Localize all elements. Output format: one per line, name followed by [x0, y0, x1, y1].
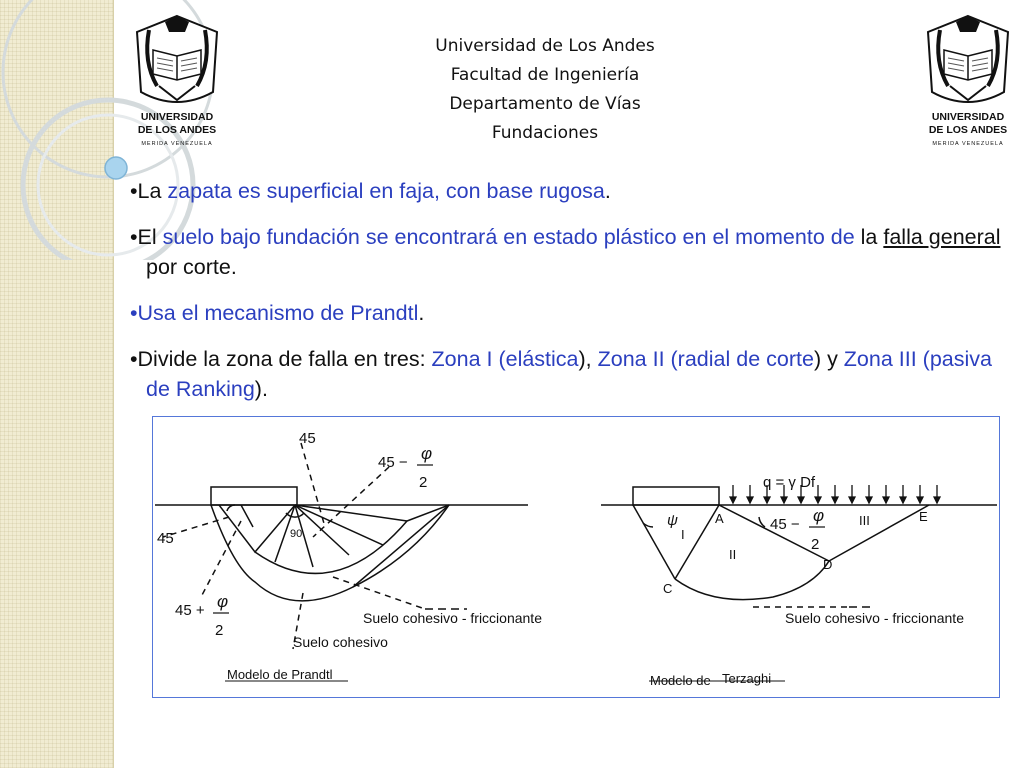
- prandtl-label-friccionante: Suelo cohesivo - friccionante: [363, 610, 542, 626]
- bullet-text-segment: suelo bajo fundación se encontrará en estado plástico en el momento de: [162, 225, 855, 249]
- terzaghi-surcharge-label: q = γ Df: [763, 474, 816, 491]
- bullet-text-segment: .: [418, 301, 425, 325]
- surcharge-arrowhead: [815, 497, 821, 503]
- terzaghi-footing: [633, 487, 719, 505]
- terzaghi-zone-I: I: [681, 527, 685, 542]
- bullet-text-segment: Zona II (radial de corte: [597, 347, 814, 371]
- surcharge-arrowhead: [883, 497, 889, 503]
- surcharge-arrowhead: [849, 497, 855, 503]
- prandtl-plus-label: 45 +: [175, 602, 205, 619]
- terzaghi-log-spiral: [675, 561, 829, 600]
- bullet-text-segment: •Divide la zona de falla en tres:: [130, 347, 432, 371]
- header-university: Universidad de Los Andes: [435, 36, 655, 56]
- bullet-text-segment: ).: [254, 377, 268, 401]
- logo-name-line1: UNIVERSIDAD: [140, 111, 214, 123]
- logo-name-line2: DE LOS ANDES: [928, 124, 1008, 136]
- bullet-item: [130, 176, 1016, 206]
- surcharge-arrowhead: [798, 497, 804, 503]
- surcharge-arrowhead: [866, 497, 872, 503]
- bullet-text-segment: ),: [578, 347, 598, 371]
- bullet-text-segment: Zona III (pasiva de Ranking: [146, 347, 992, 401]
- bullet-item: [130, 298, 1016, 328]
- prandtl-two-bottom: 2: [215, 622, 224, 639]
- surcharge-arrowhead: [900, 497, 906, 503]
- terzaghi-point-C: C: [663, 581, 673, 596]
- prandtl-log-spiral: [255, 521, 407, 573]
- terzaghi-point-E: E: [919, 509, 928, 524]
- university-logo-left: [129, 12, 225, 152]
- terzaghi-labels: [650, 474, 964, 688]
- bullet-text-segment: .: [604, 179, 611, 203]
- surcharge-arrowhead: [934, 497, 940, 503]
- bullet-text-segment: •La: [130, 179, 168, 203]
- bullet-text-segment: ) y: [813, 347, 844, 371]
- bullet-text-segment: zapata es superficial en faja, con base rugosa: [167, 179, 605, 203]
- logo-tagline: MERIDA VENEZUELA: [141, 141, 213, 147]
- prandtl-wedge: [219, 505, 295, 552]
- bullet-text-segment: por corte.: [146, 255, 237, 279]
- terzaghi-minus-label: 45 −: [770, 516, 800, 533]
- logo-name-line1: UNIVERSIDAD: [931, 111, 1005, 123]
- terzaghi-surcharge-arrows: [730, 485, 940, 503]
- logo-name-line2: DE LOS ANDES: [137, 124, 217, 136]
- surcharge-arrowhead: [764, 497, 770, 503]
- bullet-text-segment: la: [854, 225, 884, 249]
- university-logo-right: [920, 12, 1016, 152]
- header-course: Fundaciones: [491, 123, 599, 143]
- prandtl-angle-90: 90: [290, 528, 303, 540]
- terzaghi-label-friccionante: Suelo cohesivo - friccionante: [785, 610, 964, 626]
- terzaghi-caption-prefix: Modelo de: [650, 673, 711, 688]
- terzaghi-point-A: A: [715, 511, 724, 526]
- prandtl-footing: [211, 487, 297, 505]
- bullet-list: [130, 176, 1016, 420]
- prandtl-minus-label: 45 −: [378, 454, 408, 471]
- accent-dot: [105, 157, 127, 179]
- surcharge-arrowhead: [917, 497, 923, 503]
- terzaghi-phi: φ: [813, 506, 825, 525]
- prandtl-phi-top: φ: [421, 444, 433, 463]
- prandtl-caption: Modelo de Prandtl: [227, 667, 333, 682]
- prandtl-phi-bottom: φ: [217, 592, 229, 611]
- terzaghi-line-DE: [829, 505, 929, 561]
- terzaghi-wedge-right: [675, 505, 719, 579]
- surcharge-arrowhead: [730, 497, 736, 503]
- terzaghi-point-D: D: [823, 557, 833, 572]
- surcharge-arrowhead: [832, 497, 838, 503]
- surcharge-arrowhead: [781, 497, 787, 503]
- surcharge-arrowhead: [747, 497, 753, 503]
- prandtl-labels: [157, 430, 542, 682]
- slide-header: [360, 32, 730, 148]
- terzaghi-caption-name: Terzaghi: [722, 671, 772, 686]
- terzaghi-zone-II: II: [729, 547, 737, 562]
- foundation-diagram-figure: [152, 416, 1000, 698]
- terzaghi-zone-III: III: [859, 513, 870, 528]
- prandtl-label-cohesivo: Suelo cohesivo: [293, 634, 388, 650]
- logo-tagline: MERIDA VENEZUELA: [932, 141, 1004, 147]
- header-department: Departamento de Vías: [449, 94, 641, 114]
- terzaghi-two: 2: [811, 536, 820, 553]
- prandtl-dashed-45-minus: [313, 467, 389, 537]
- prandtl-two-top: 2: [419, 474, 428, 491]
- bullet-text-segment: falla general: [883, 225, 1001, 249]
- header-faculty: Facultad de Ingeniería: [450, 65, 640, 85]
- bullet-text-segment: Zona I (elástica: [431, 347, 579, 371]
- bullet-item: [130, 344, 1016, 404]
- bullet-text-segment: •El: [130, 225, 163, 249]
- terzaghi-psi: ψ: [667, 512, 678, 529]
- prandtl-angle-45-left: 45: [157, 530, 174, 547]
- foundation-diagram: [153, 417, 999, 697]
- prandtl-angle-45-top: 45: [299, 430, 316, 447]
- bullet-text-segment: •Usa el mecanismo de Prandtl: [130, 301, 419, 325]
- bullet-item: [130, 222, 1016, 282]
